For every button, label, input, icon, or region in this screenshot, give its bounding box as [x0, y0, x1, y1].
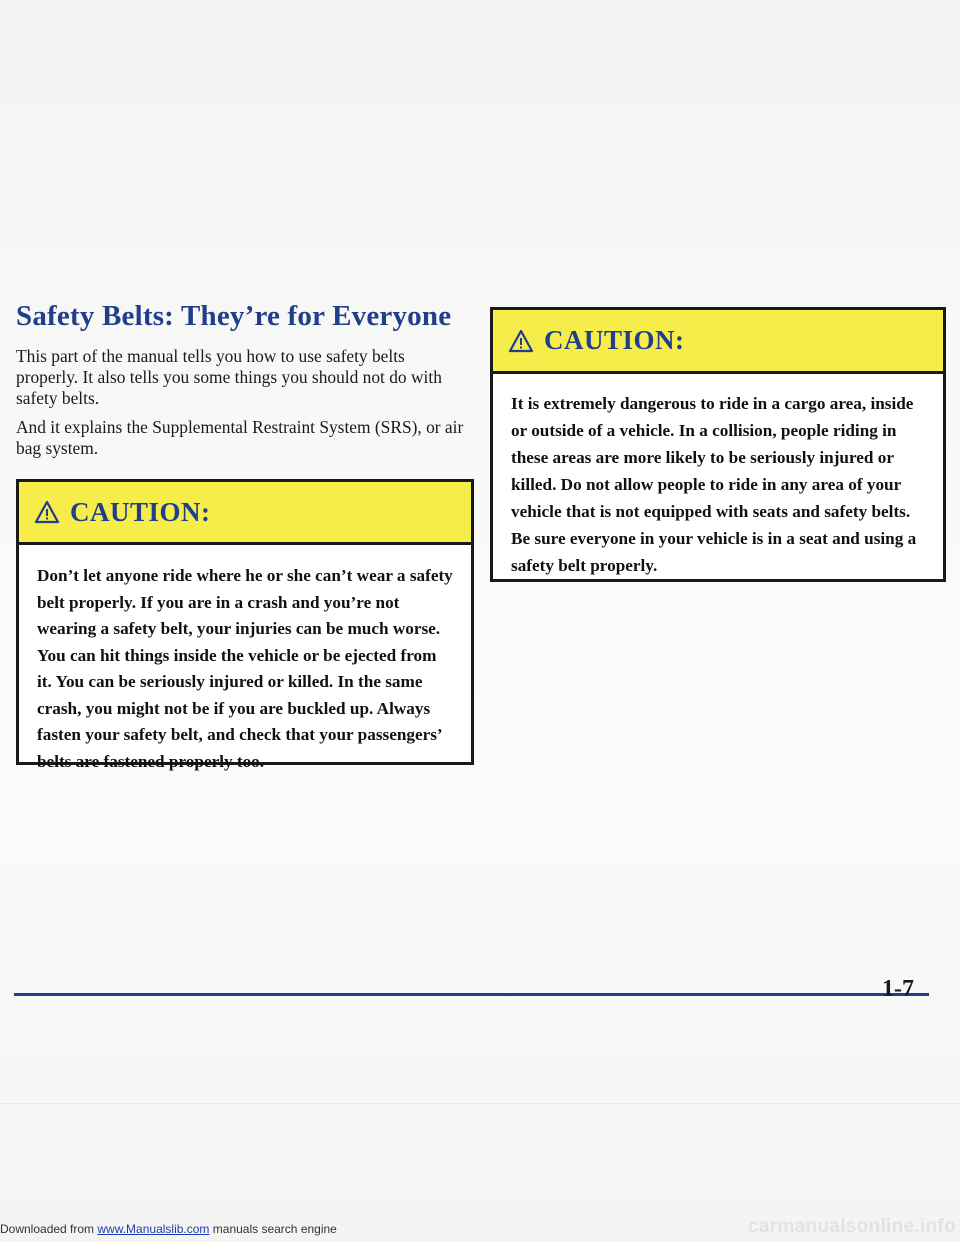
- caution-text: It is extremely dangerous to ride in a cargo area, inside or outside of a vehicle. In a collision, people riding in these areas are more likely to be seriously injured or killed. Do not allow people to ride in any area of your vehicle that is not equipped with seats and safety belts. Be sure everyone in your vehicle is in a seat and using a safety belt properly.: [511, 394, 917, 575]
- caution-header: [493, 310, 943, 374]
- scan-divider: [0, 1103, 960, 1104]
- manualslib-link[interactable]: www.Manualslib.com: [97, 1222, 210, 1236]
- caution-box-cargo-area: [490, 307, 946, 582]
- footer-rule: [14, 993, 929, 996]
- footer-suffix: manuals search engine: [209, 1222, 337, 1236]
- warning-triangle-icon: [508, 329, 534, 353]
- caution-text: Don’t let anyone ride where he or she can’t wear a safety belt properly. If you are in a crash and you’re not wearing a safety belt, your injuries can be much worse. You can hit things inside the vehicle or be ejected from it. You can be seriously injured or killed. In the same crash, you might not be if you are buckled up. Always fasten your safety belt, and check that your passengers’ belts are fastened properly too.: [37, 566, 453, 771]
- page-number: 1-7: [882, 976, 914, 1002]
- section-heading: Safety Belts: They’re for Everyone: [16, 300, 452, 332]
- srs-paragraph: And it explains the Supplemental Restraint System (SRS), or air bag system.: [16, 417, 464, 458]
- footer-prefix: Downloaded from: [0, 1222, 98, 1236]
- intro-paragraph: This part of the manual tells you how to use safety belts properly. It also tells you some things you should not do with safety belts.: [16, 346, 442, 408]
- warning-triangle-icon: [34, 500, 60, 524]
- watermark: carmanualsonline.info: [748, 1216, 956, 1237]
- caution-title: CAUTION:: [70, 496, 211, 527]
- caution-box-passenger-seating: [16, 479, 474, 771]
- caution-title: CAUTION:: [544, 325, 685, 355]
- caution-header: [19, 482, 471, 545]
- download-footer: [0, 1222, 337, 1236]
